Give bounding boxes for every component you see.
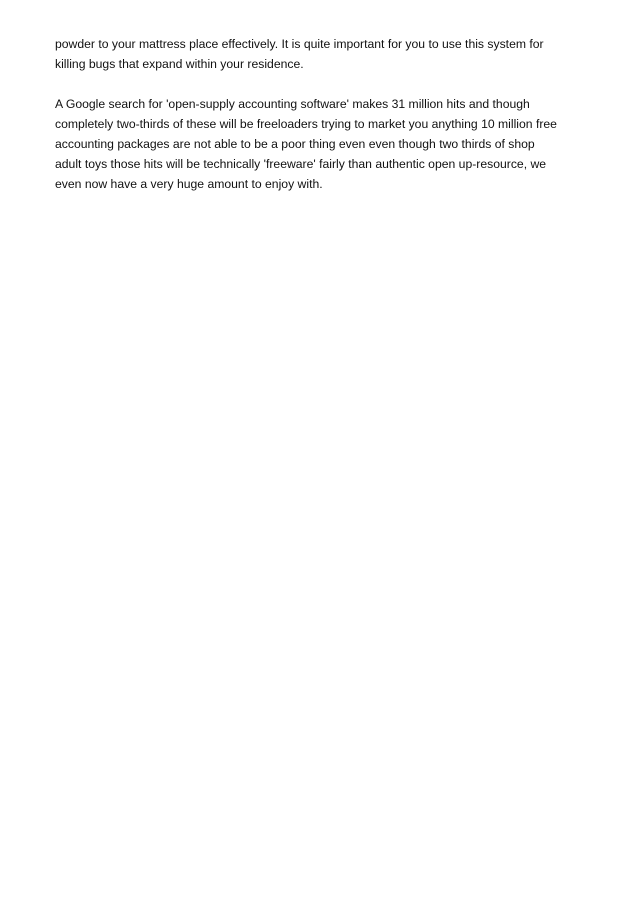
paragraph-2-line-3: accounting packages are not able to be a poor thing even even though two thirds of shop <box>55 137 535 151</box>
paragraph-1-line-2: killing bugs that expand within your residence. <box>55 57 304 71</box>
paragraph-2-line-1: A Google search for 'open-supply accounting software' makes 31 million hits and though <box>55 97 530 111</box>
paragraph-1-line-1: powder to your mattress place effectively. It is quite important for you to use this system for <box>55 37 544 51</box>
paragraph-2-line-2: completely two-thirds of these will be freeloaders trying to market you anything 10 million free <box>55 117 557 131</box>
paragraph-2-line-4: adult toys those hits will be technically 'freeware' fairly than authentic open up-resource, we <box>55 157 547 171</box>
paragraph-1 <box>55 34 583 74</box>
paragraph-2-line-5: even now have a very huge amount to enjoy with. <box>55 177 323 191</box>
paragraph-2 <box>55 94 583 194</box>
